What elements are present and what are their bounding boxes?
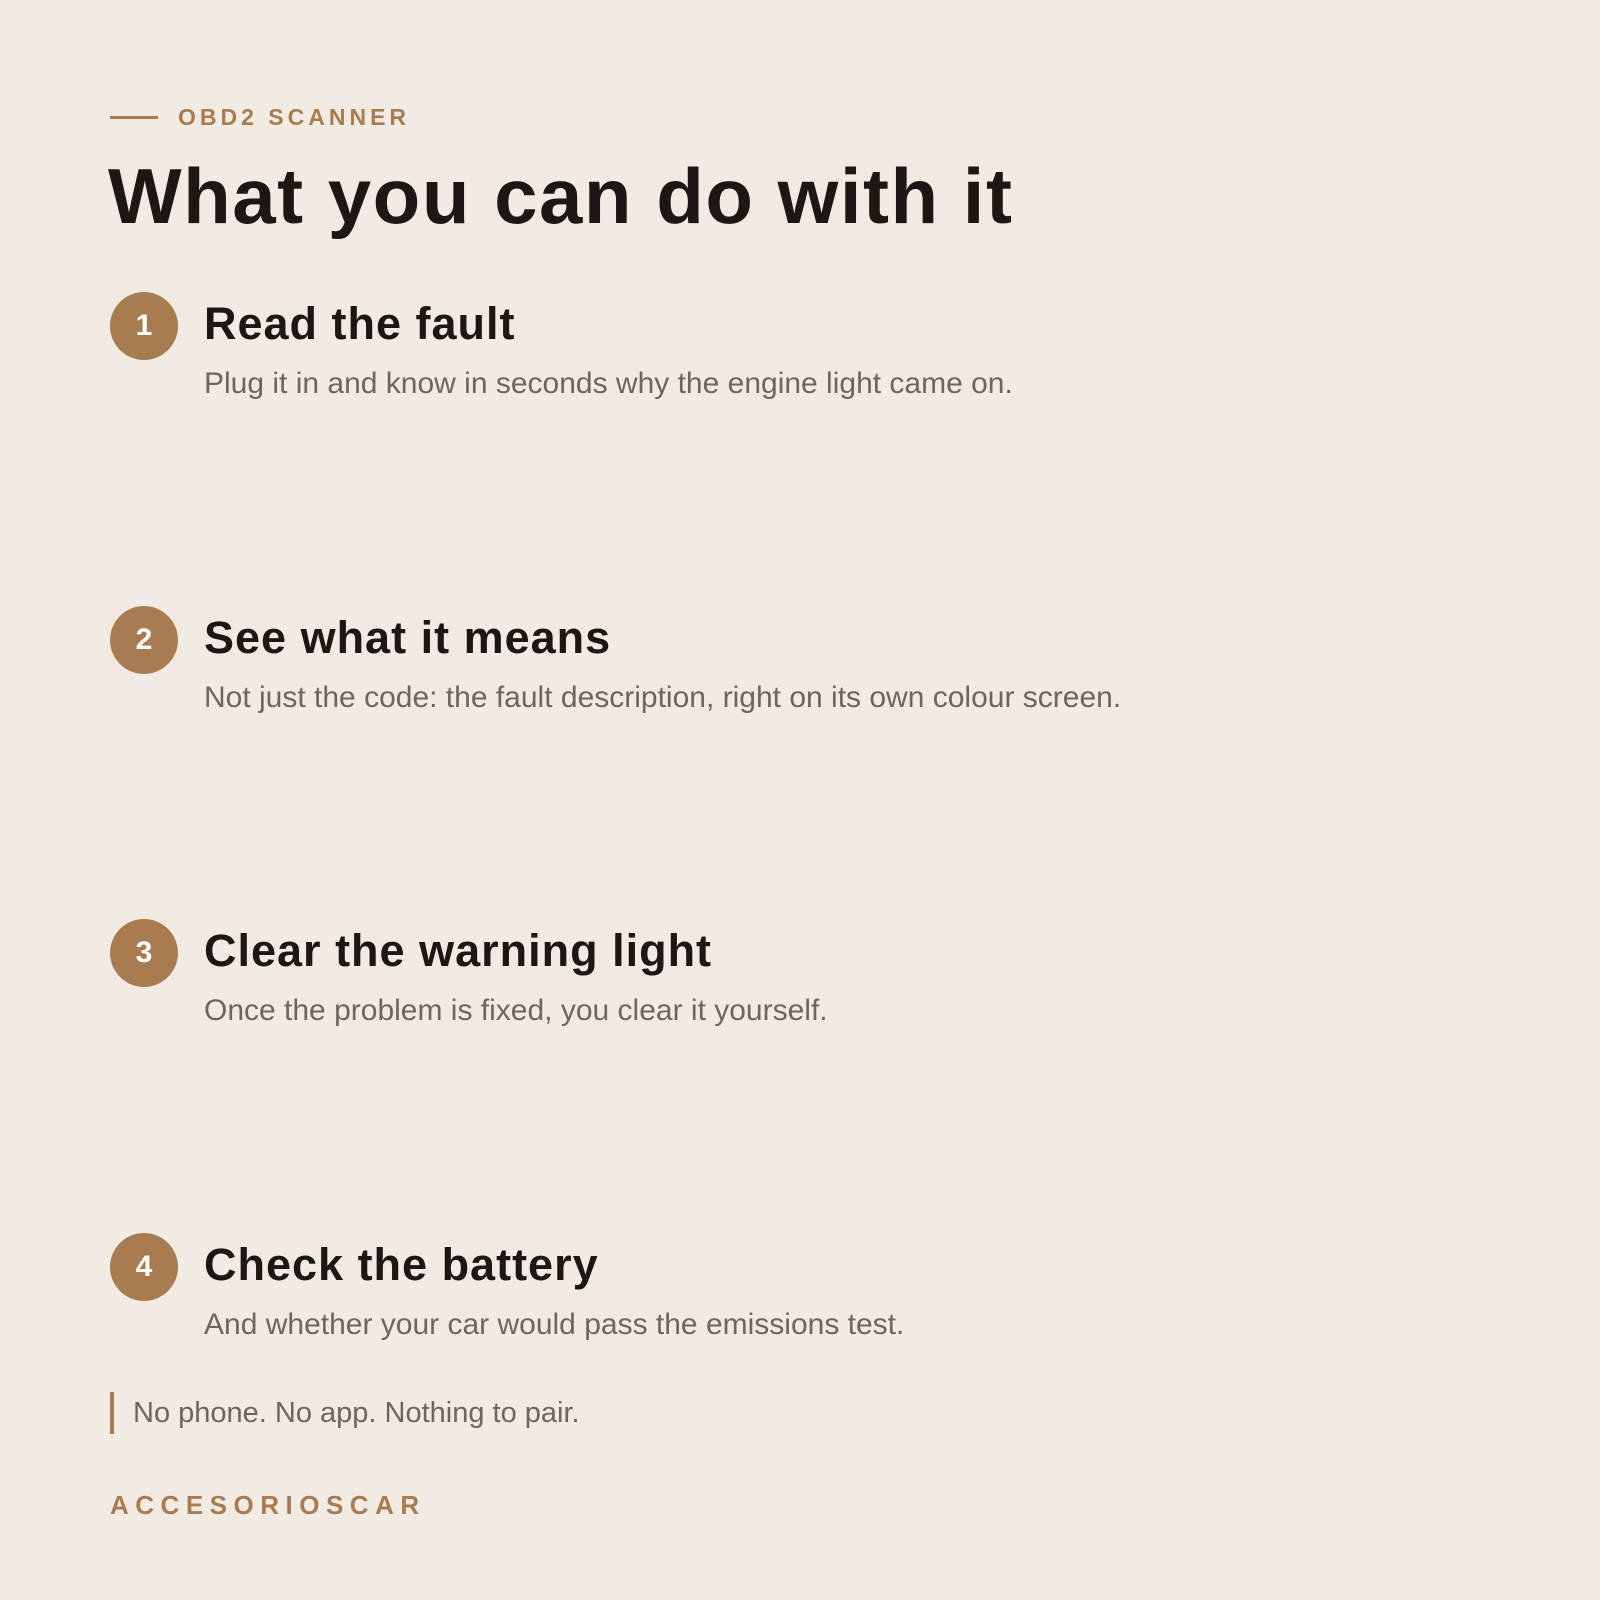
brand-wordmark: ACCESORIOSCAR [110,1490,426,1520]
callout-note: No phone. No app. Nothing to pair. [110,1392,580,1434]
step-title: Check the battery [204,1239,599,1290]
step-description: And whether your car would pass the emissions test. [204,1308,905,1341]
step-description: Plug it in and know in seconds why the engine light came on. [204,367,1013,400]
step-number-badge: 3 [110,919,178,987]
step-title: See what it means [204,612,612,663]
step-description: Once the problem is fixed, you clear it yourself. [204,994,828,1027]
step-title: Clear the warning light [204,925,713,976]
page-title: What you can do with it [108,152,1014,240]
page [110,0,1490,1600]
step-item [110,1233,1490,1363]
step-number-badge: 4 [110,1233,178,1301]
step-item [110,292,1490,422]
eyebrow [110,104,410,130]
step-number-badge: 2 [110,606,178,674]
eyebrow-label: OBD2 SCANNER [178,104,411,130]
step-item [110,606,1490,736]
step-description: Not just the code: the fault description, right on its own colour screen. [204,681,1122,714]
step-title: Read the fault [204,298,516,349]
step-item [110,919,1490,1049]
eyebrow-rule [110,116,158,119]
step-number-badge: 1 [110,292,178,360]
